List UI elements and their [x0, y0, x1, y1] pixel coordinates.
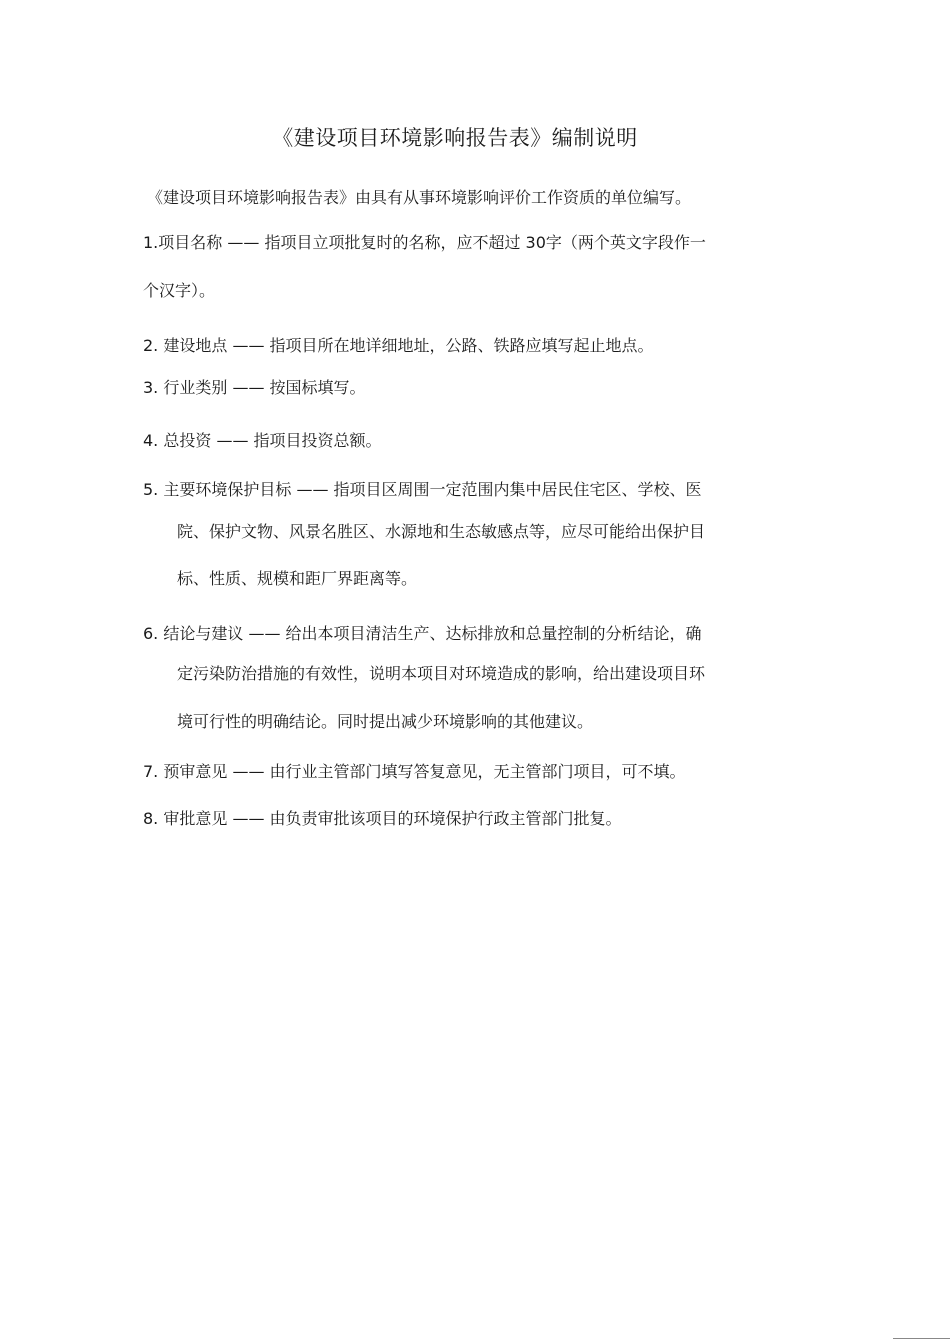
item-1-line-2: 个汉字）。 [143, 281, 216, 300]
item-5-line-2: 院、保护文物、风景名胜区、水源地和生态敏感点等，应尽可能给出保护目 [177, 522, 706, 541]
item-3-line-1: 3. 行业类别 —— 按国标填写。 [143, 378, 366, 397]
intro-paragraph: 《建设项目环境影响报告表》由具有从事环境影响评价工作资质的单位编写。 [147, 188, 692, 207]
item-6-line-3: 境可行性的明确结论。同时提出减少环境影响的其他建议。 [177, 712, 594, 731]
item-6-line-1: 6. 结论与建议 —— 给出本项目清洁生产、达标排放和总量控制的分析结论，确 [143, 624, 702, 643]
page-title: 《建设项目环境影响报告表》编制说明 [272, 126, 638, 150]
item-8-line-1: 8. 审批意见 —— 由负责审批该项目的环境保护行政主管部门批复。 [143, 809, 622, 828]
item-5-line-1: 5. 主要环境保护目标 —— 指项目区周围一定范围内集中居民住宅区、学校、医 [143, 480, 702, 499]
item-6-line-2: 定污染防治措施的有效性，说明本项目对环境造成的影响，给出建设项目环 [177, 664, 706, 683]
item-2-line-1: 2. 建设地点 —— 指项目所在地详细地址，公路、铁路应填写起止地点。 [143, 336, 654, 355]
item-4-line-1: 4. 总投资 —— 指项目投资总额。 [143, 431, 382, 450]
page-corner-rule [893, 1338, 950, 1339]
item-5-line-3: 标、性质、规模和距厂界距离等。 [177, 569, 418, 588]
item-1-line-1: 1.项目名称 —— 指项目立项批复时的名称，应不超过 30字（两个英文字段作一 [143, 233, 706, 252]
item-7-line-1: 7. 预审意见 —— 由行业主管部门填写答复意见，无主管部门项目，可不填。 [143, 762, 686, 781]
